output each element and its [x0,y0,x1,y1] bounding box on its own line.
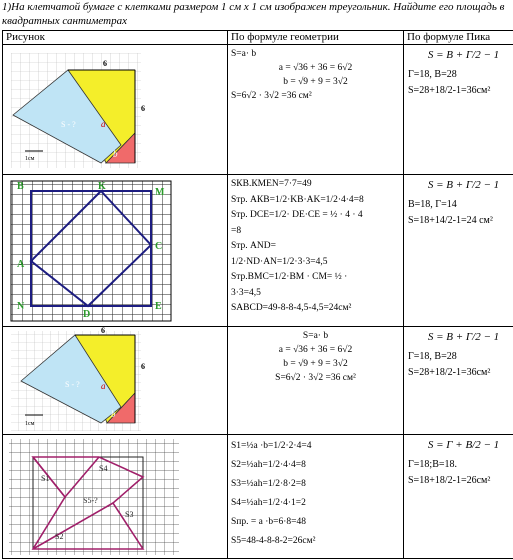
vertex-n-label: N [17,301,25,312]
figure-rectangle-2 [3,327,222,433]
label-top: 6 [101,327,105,335]
label-top: 6 [103,59,107,68]
figure-cell [3,327,228,435]
geometry-cell [228,175,404,327]
pick-line: В=18, Г=14 [408,199,457,210]
pick-formula: S = Г + В/2 − 1 [427,439,500,451]
geom-line: S2=½ah=1/2·4·4=8 [231,460,306,470]
label-unit: 1см [25,156,35,162]
geometry-cell [228,435,404,559]
geom-line: S5=48-4-8-8-2=26см² [231,536,316,546]
geom-line: S4=½ah=1/2·4·1=2 [231,498,306,508]
pick-line: Г=18, В=28 [408,351,457,362]
geom-line: SАВСD=49-8-8-4,5-4,5=24см² [231,303,352,313]
geom-line: Sтр. АND= [231,241,276,251]
pick-line: S=18+14/2-1=24 см² [408,215,493,226]
geom-line: =8 [231,225,242,236]
vertex-a-label: A [17,259,25,270]
region-s2-label: S2 [55,532,64,541]
region-s4-label: S4 [99,464,108,473]
geom-line: Sпр. = a ·b=6·8=48 [231,517,306,527]
header-pick: По формуле Пика [404,31,513,45]
header-geometry: По формуле геометрии [228,31,404,45]
figure-cell [3,435,228,559]
geom-line: Sтр. АКВ=1/2·KB·AK=1/2·4·4=8 [231,194,364,205]
pick-cell [404,327,513,435]
geom-line: 3·3=4,5 [231,287,261,298]
vertex-d-label: D [83,309,91,320]
task-title: 1)На клетчатой бумаге с клетками размером 1 см х 1 см изображен треугольник. Найдите его площадь в квадратных сантиметрах [2,1,505,27]
geom-line: S=6√2 · 3√2 =36 см² [275,373,356,383]
pick-line: Г=18;В=18. [408,459,458,470]
figure-cell [3,175,228,327]
pick-cell [404,435,513,559]
geom-line: Sтр.ВМС=1/2·BM · CM= ½ · [231,272,348,282]
table-row [3,45,513,175]
figure-rhombus [3,175,222,325]
figure-star [3,435,222,557]
pick-line: Г=18, В=28 [408,69,457,80]
geom-line: a = √36 + 36 = 6√2 [278,345,353,355]
pick-line: S=18+18/2-1=26см² [408,475,491,486]
geom-line: 1/2·ND·AN=1/2·3·3=4,5 [231,256,328,267]
label-a: a [101,119,106,129]
geom-line: Sтр. DСЕ=1/2· DE·CE = ½ · 4 · 4 [231,210,363,220]
geom-line: b = √9 + 9 = 3√2 [283,359,348,369]
geom-line: b = √9 + 9 = 3√2 [283,77,348,87]
pick-formula: S = В + Г/2 − 1 [427,331,500,343]
label-s: S - ? [65,380,80,389]
label-s: S - ? [61,120,76,129]
vertex-m-label: M [155,187,165,198]
label-a: a [101,381,106,391]
vertex-k-label: K [98,181,106,192]
geom-line: S=6√2 · 3√2 =36 см² [231,91,312,101]
geometry-cell [228,45,404,175]
vertex-c-label: C [155,241,163,252]
table-row [3,327,513,435]
geom-line: S3=½ah=1/2·8·2=8 [231,479,306,489]
pick-line: S=28+18/2-1=36см² [408,367,491,378]
table-row [3,435,513,559]
geom-line: a = √36 + 36 = 6√2 [278,63,353,73]
pick-line: S=28+18/2-1=36см² [408,85,491,96]
region-s1-label: S1 [41,474,50,483]
geom-line: SКВ.КМЕN=7·7=49 [231,179,312,189]
solution-table [2,30,513,559]
pick-cell [404,175,513,327]
vertex-b-label: B [17,181,24,192]
pick-formula: S = В + Г/2 − 1 [427,49,500,61]
geom-line: S=a· b [231,49,257,59]
geom-line: S1=½a ·b=1/2·2·4=4 [231,441,312,451]
label-right: 6 [141,362,145,371]
label-b: b [111,409,116,419]
vertex-e-label: E [155,301,162,312]
label-b: b [113,149,118,159]
table-row [3,175,513,327]
label-right: 6 [141,104,145,113]
pick-cell [404,45,513,175]
header-figure: Рисунок [3,31,228,45]
region-s3-label: S3 [125,510,134,519]
region-s5-label: S5-? [83,496,98,505]
figure-cell [3,45,228,175]
pick-formula: S = В + Г/2 − 1 [427,179,500,191]
geometry-cell [228,327,404,435]
figure-rectangle-1 [3,45,222,173]
table-header-row [3,31,513,45]
geom-line: S=a· b [302,331,329,341]
label-unit: 1см [25,421,35,427]
